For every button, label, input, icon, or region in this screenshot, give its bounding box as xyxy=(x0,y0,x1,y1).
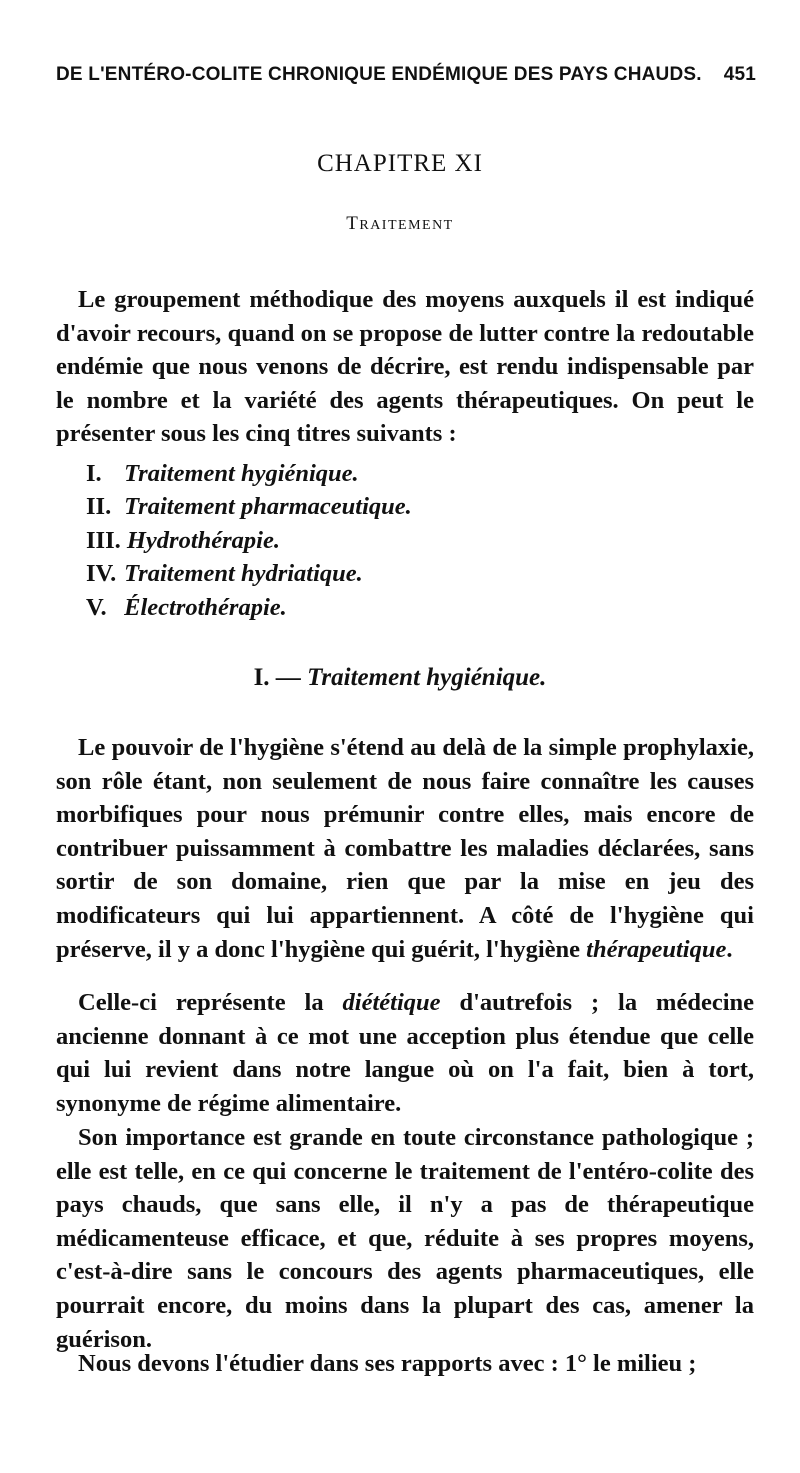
list-item xyxy=(86,490,412,523)
list-item-number: V. xyxy=(86,593,107,621)
paragraph-start: Celle-ci représente la xyxy=(78,989,324,1016)
list-item xyxy=(86,457,412,490)
list-item-number: IV. xyxy=(86,560,117,588)
paragraph-italic: thérapeutique xyxy=(586,935,727,963)
list-item-text: Traitement hydriatique. xyxy=(124,560,363,588)
paragraph-italic: diététique xyxy=(342,989,441,1016)
subtitle-rest: RAITEMENT xyxy=(359,218,454,233)
paragraph-importance: Son importance est grande en toute circonstance pathologique ; elle est telle, en ce qui concerne le traitement de l'entéro-colite des pays chauds, que sans elle, il n'y a pas de thérapeutique médicamenteuse efficace, et que, réduite à ses propres moyens, c'est-à-dire sans le concours des agents pharmaceutiques, elle pourrait encore, du moins dans la plupart des cas, amener la guérison. xyxy=(56,1124,754,1353)
running-head xyxy=(56,64,756,86)
list-item-text: Électrothérapie. xyxy=(124,593,287,621)
section-number: I. — xyxy=(253,664,301,691)
paragraph-hygiene-power xyxy=(56,731,754,966)
list-item xyxy=(86,591,412,624)
page-number: 451 xyxy=(723,64,756,85)
paragraph-text: d'autrefois ; la médecine ancienne donnant à ce mot une acception plus étendue que celle qui lui revient dans notre langue où on l'a fait, bien à tort, synonyme de régime alimentaire. xyxy=(56,989,755,1117)
list-item-number: III. xyxy=(86,526,121,554)
treatment-list xyxy=(86,457,412,624)
list-item xyxy=(86,524,412,557)
subtitle-initial: T xyxy=(346,213,360,234)
chapter-subtitle xyxy=(0,213,800,235)
chapter-title: CHAPITRE XI xyxy=(317,150,483,177)
list-item-text: Hydrothérapie. xyxy=(126,526,280,554)
intro-paragraph: Le groupement méthodique des moyens auxquels il est indiqué d'avoir recours, quand on se propose de lutter contre la redoutable endémie que nous venons de décrire, est rendu indispensable par le nombre et la variété des agents thérapeutiques. On peut le présenter sous les cinq titres suivants : xyxy=(56,286,754,448)
list-item-number: II. xyxy=(86,493,112,521)
section-title: Traitement hygiénique. xyxy=(307,664,547,691)
running-head-title: DE L'ENTÉRO-COLITE CHRONIQUE ENDÉMIQUE DES PAYS CHAUDS. xyxy=(56,64,702,85)
paragraph-end: . xyxy=(726,935,733,963)
list-item xyxy=(86,557,412,590)
list-item-text: Traitement pharmaceutique. xyxy=(124,493,412,521)
paragraph-text: Le pouvoir de l'hygiène s'étend au delà de la simple prophylaxie, son rôle étant, non seulement de nous faire connaître les causes morbifiques pour nous prémunir contre elles, mais encore de contribuer puissamment à combattre les maladies déclarées, sans sortir de son domaine, rien que par la mise en jeu des modificateurs qui lui appartiennent. A côté de l'hygiène qui préserve, il y a donc l'hygiène qui guérit, l'hygiène xyxy=(56,734,754,963)
list-item-text: Traitement hygiénique. xyxy=(124,460,359,487)
section-heading xyxy=(0,664,800,692)
paragraph-dietetique xyxy=(56,986,754,1120)
list-item-number: I. xyxy=(86,460,102,487)
paragraph-study: Nous devons l'étudier dans ses rapports avec : 1° le milieu ; xyxy=(78,1350,697,1377)
